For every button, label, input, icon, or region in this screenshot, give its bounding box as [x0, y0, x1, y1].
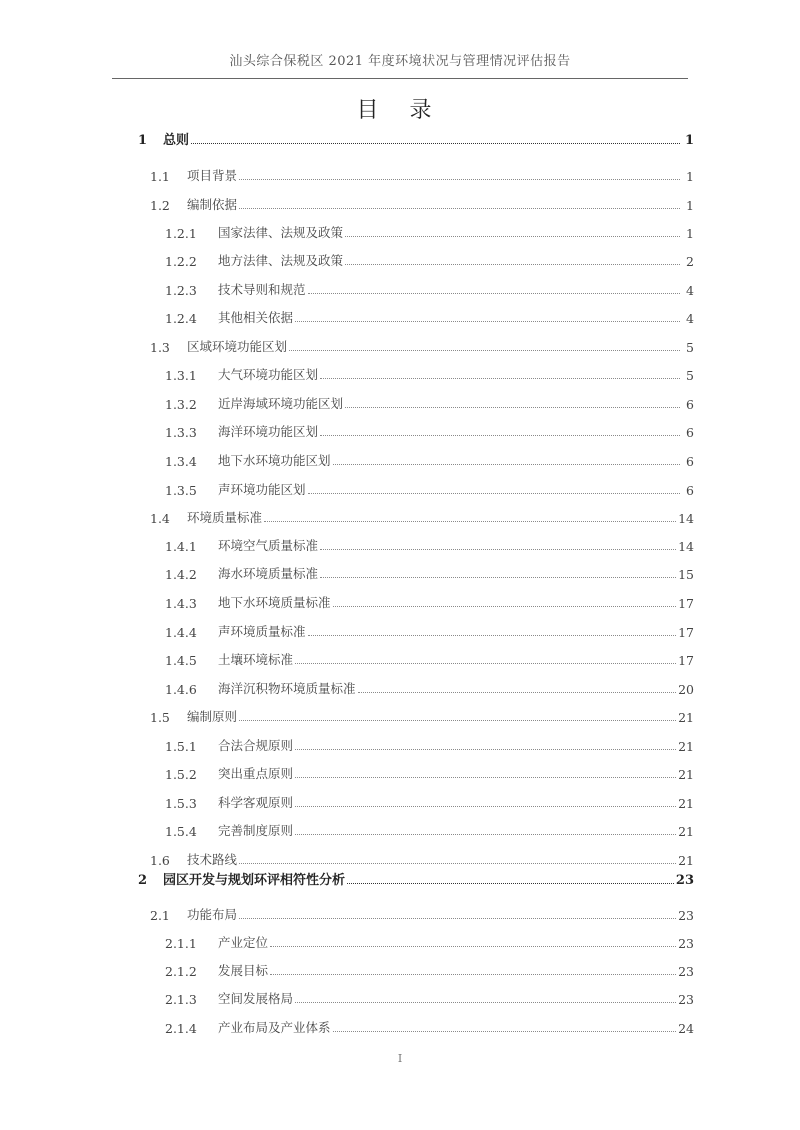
- toc-entry-title: 产业布局及产业体系: [218, 1020, 331, 1035]
- toc-entry-number: 2: [138, 873, 148, 888]
- toc-entry[interactable]: [165, 420, 694, 440]
- toc-entry[interactable]: [150, 903, 694, 923]
- toc-entry-title: 技术路线: [187, 852, 238, 867]
- dot-leader: [333, 464, 680, 465]
- toc-entry-page: 21: [678, 824, 694, 839]
- toc-entry[interactable]: [150, 848, 694, 868]
- page-title: 目 录: [356, 98, 444, 123]
- toc-entry-title: 项目背景: [187, 168, 238, 183]
- toc-entry-page: 21: [678, 767, 694, 782]
- toc-entry-number: 1.4.1: [165, 539, 197, 554]
- toc-entry[interactable]: [165, 363, 694, 383]
- toc-entry-number: 1.4.5: [165, 653, 197, 668]
- dot-leader: [191, 143, 680, 144]
- dot-leader: [239, 179, 680, 180]
- toc-entry[interactable]: [165, 677, 694, 697]
- toc-entry-page: 14: [678, 539, 694, 554]
- dot-leader: [239, 918, 676, 919]
- toc-entry-title: 土壤环境标准: [218, 652, 294, 667]
- toc-entry-number: 2.1.3: [165, 992, 197, 1007]
- toc-entry-number: 1.4.4: [165, 625, 197, 640]
- dot-leader: [295, 321, 680, 322]
- toc-entry[interactable]: [150, 335, 694, 355]
- toc-entry-page: 1: [686, 198, 694, 213]
- dot-leader: [295, 834, 676, 835]
- toc-entry-number: 1.2: [150, 198, 170, 213]
- toc-entry-title: 编制依据: [187, 197, 238, 212]
- dot-leader: [264, 521, 676, 522]
- toc-entry-page: 20: [678, 682, 694, 697]
- toc-entry-number: 1.4.6: [165, 682, 197, 697]
- dot-leader: [295, 663, 676, 664]
- toc-entry[interactable]: [165, 249, 694, 269]
- toc-entry-title: 海洋沉积物环境质量标准: [218, 681, 356, 696]
- toc-entry-title: 空间发展格局: [218, 991, 294, 1006]
- dot-leader: [345, 264, 680, 265]
- toc-entry[interactable]: [150, 193, 694, 213]
- toc-entry-page: 6: [686, 425, 694, 440]
- toc-entry-number: 2.1.2: [165, 964, 197, 979]
- toc-entry[interactable]: [165, 931, 694, 951]
- dot-leader: [295, 1002, 676, 1003]
- toc-entry-title: 其他相关依据: [218, 310, 294, 325]
- toc-entry-page: 23: [678, 964, 694, 979]
- toc-entry-title: 国家法律、法规及政策: [218, 225, 344, 240]
- toc-entry-page: 17: [678, 653, 694, 668]
- toc-entry[interactable]: [165, 591, 694, 611]
- toc-entry-title: 大气环境功能区划: [218, 367, 319, 382]
- toc-entry-page: 17: [678, 596, 694, 611]
- toc-entry-title: 海水环境质量标准: [218, 566, 319, 581]
- toc-entry-title: 海洋环境功能区划: [218, 424, 319, 439]
- toc-entry-page: 1: [686, 226, 694, 241]
- toc-entry-page: 6: [686, 483, 694, 498]
- toc-entry-number: 1.5.4: [165, 824, 197, 839]
- toc-entry-number: 2.1.1: [165, 936, 197, 951]
- dot-leader: [289, 350, 680, 351]
- toc-entry-page: 14: [678, 511, 694, 526]
- toc-entry[interactable]: [165, 278, 694, 298]
- toc-entry-page: 21: [678, 710, 694, 725]
- toc-entry-number: 1.2.3: [165, 283, 197, 298]
- toc-entry-number: 1.5.3: [165, 796, 197, 811]
- toc-entry-page: 21: [678, 739, 694, 754]
- toc-entry-page: 4: [686, 311, 694, 326]
- toc-entry-number: 2.1.4: [165, 1021, 197, 1036]
- toc-entry-number: 1.2.4: [165, 311, 197, 326]
- toc-entry-title: 突出重点原则: [218, 766, 294, 781]
- toc-entry-title: 近岸海域环境功能区划: [218, 396, 344, 411]
- dot-leader: [345, 407, 680, 408]
- dot-leader: [270, 946, 676, 947]
- toc-entry-number: 1.4.2: [165, 567, 197, 582]
- toc-entry-page: 5: [686, 368, 694, 383]
- page-header: 汕头综合保税区 2021 年度环境状况与管理情况评估报告: [229, 54, 571, 69]
- toc-entry-number: 1.4.3: [165, 596, 197, 611]
- dot-leader: [308, 293, 680, 294]
- toc-entry[interactable]: [138, 128, 694, 148]
- dot-leader: [333, 606, 677, 607]
- toc-entry[interactable]: [165, 562, 694, 582]
- toc-entry-title: 园区开发与规划环评相符性分析: [163, 873, 346, 888]
- toc-entry[interactable]: [150, 164, 694, 184]
- toc-entry-number: 1.2.1: [165, 226, 197, 241]
- toc-entry-title: 声环境质量标准: [218, 624, 306, 639]
- toc-entry-page: 2: [686, 254, 694, 269]
- toc-entry[interactable]: [165, 959, 694, 979]
- toc-entry[interactable]: [165, 392, 694, 412]
- toc-entry-number: 1.5: [150, 710, 170, 725]
- toc-entry-number: 1: [138, 133, 148, 148]
- toc-entry-title: 声环境功能区划: [218, 482, 306, 497]
- toc-entry-page: 6: [686, 454, 694, 469]
- toc-entry-number: 1.4: [150, 511, 170, 526]
- toc-entry-page: 21: [678, 796, 694, 811]
- toc-entry-page: 23: [678, 908, 694, 923]
- toc-entry[interactable]: [165, 819, 694, 839]
- toc-entry[interactable]: [165, 1016, 694, 1036]
- toc-entry-page: 21: [678, 853, 694, 868]
- toc-entry-title: 科学客观原则: [218, 795, 294, 810]
- toc-entry[interactable]: [165, 791, 694, 811]
- toc-entry-number: 1.3.4: [165, 454, 197, 469]
- toc-entry-title: 合法合规原则: [218, 738, 294, 753]
- toc-entry-number: 1.3: [150, 340, 170, 355]
- toc-entry-page: 1: [684, 133, 694, 148]
- toc-entry-title: 功能布局: [187, 907, 238, 922]
- dot-leader: [320, 549, 676, 550]
- toc-entry-title: 总则: [163, 133, 190, 148]
- dot-leader: [308, 493, 680, 494]
- dot-leader: [295, 806, 676, 807]
- toc-entry-number: 1.2.2: [165, 254, 197, 269]
- toc-entry[interactable]: [165, 221, 694, 241]
- toc-entry-title: 编制原则: [187, 709, 238, 724]
- toc-entry[interactable]: [150, 506, 694, 526]
- dot-leader: [308, 635, 677, 636]
- toc-entry-page: 6: [686, 397, 694, 412]
- dot-leader: [347, 883, 674, 884]
- toc-entry-title: 区域环境功能区划: [187, 339, 288, 354]
- toc-entry[interactable]: [165, 306, 694, 326]
- toc-entry-page: 23: [678, 936, 694, 951]
- toc-entry-page: 4: [686, 283, 694, 298]
- toc-entry-page: 5: [686, 340, 694, 355]
- dot-leader: [345, 236, 680, 237]
- toc-entry[interactable]: [138, 868, 694, 888]
- dot-leader: [239, 208, 680, 209]
- dot-leader: [295, 749, 676, 750]
- toc-entry-number: 1.6: [150, 853, 170, 868]
- toc-entry-title: 地下水环境质量标准: [218, 595, 331, 610]
- dot-leader: [333, 1031, 677, 1032]
- dot-leader: [320, 577, 676, 578]
- dot-leader: [358, 692, 677, 693]
- dot-leader: [320, 435, 680, 436]
- page-number: I: [397, 1052, 403, 1065]
- toc-entry-number: 1.5.1: [165, 739, 197, 754]
- toc-entry[interactable]: [165, 534, 694, 554]
- toc-entry-number: 1.3.5: [165, 483, 197, 498]
- dot-leader: [295, 777, 676, 778]
- toc-entry[interactable]: [165, 734, 694, 754]
- header-rule: [112, 78, 688, 79]
- toc-entry[interactable]: [165, 762, 694, 782]
- toc-entry-page: 23: [675, 873, 694, 888]
- toc-entry[interactable]: [165, 478, 694, 498]
- toc-entry-page: 1: [686, 169, 694, 184]
- toc-entry-title: 地下水环境功能区划: [218, 453, 331, 468]
- dot-leader: [239, 720, 676, 721]
- toc-entry-number: 1.3.1: [165, 368, 197, 383]
- toc-entry-title: 发展目标: [218, 963, 269, 978]
- toc-entry-title: 地方法律、法规及政策: [218, 253, 344, 268]
- toc-entry-title: 产业定位: [218, 935, 269, 950]
- dot-leader: [239, 863, 676, 864]
- toc-entry-title: 环境空气质量标准: [218, 538, 319, 553]
- toc-entry[interactable]: [165, 648, 694, 668]
- toc-entry-page: 15: [678, 567, 694, 582]
- toc-entry-page: 23: [678, 992, 694, 1007]
- toc-entry[interactable]: [165, 620, 694, 640]
- toc-entry[interactable]: [165, 449, 694, 469]
- toc-entry-number: 2.1: [150, 908, 170, 923]
- toc-entry[interactable]: [150, 705, 694, 725]
- toc-entry-number: 1.3.2: [165, 397, 197, 412]
- toc-entry-page: 24: [678, 1021, 694, 1036]
- toc-entry-title: 技术导则和规范: [218, 282, 306, 297]
- dot-leader: [270, 974, 676, 975]
- toc-entry-number: 1.1: [150, 169, 170, 184]
- toc-entry[interactable]: [165, 987, 694, 1007]
- toc-entry-title: 完善制度原则: [218, 823, 294, 838]
- toc-entry-page: 17: [678, 625, 694, 640]
- toc-entry-number: 1.5.2: [165, 767, 197, 782]
- dot-leader: [320, 378, 680, 379]
- toc-entry-number: 1.3.3: [165, 425, 197, 440]
- toc-entry-title: 环境质量标准: [187, 510, 263, 525]
